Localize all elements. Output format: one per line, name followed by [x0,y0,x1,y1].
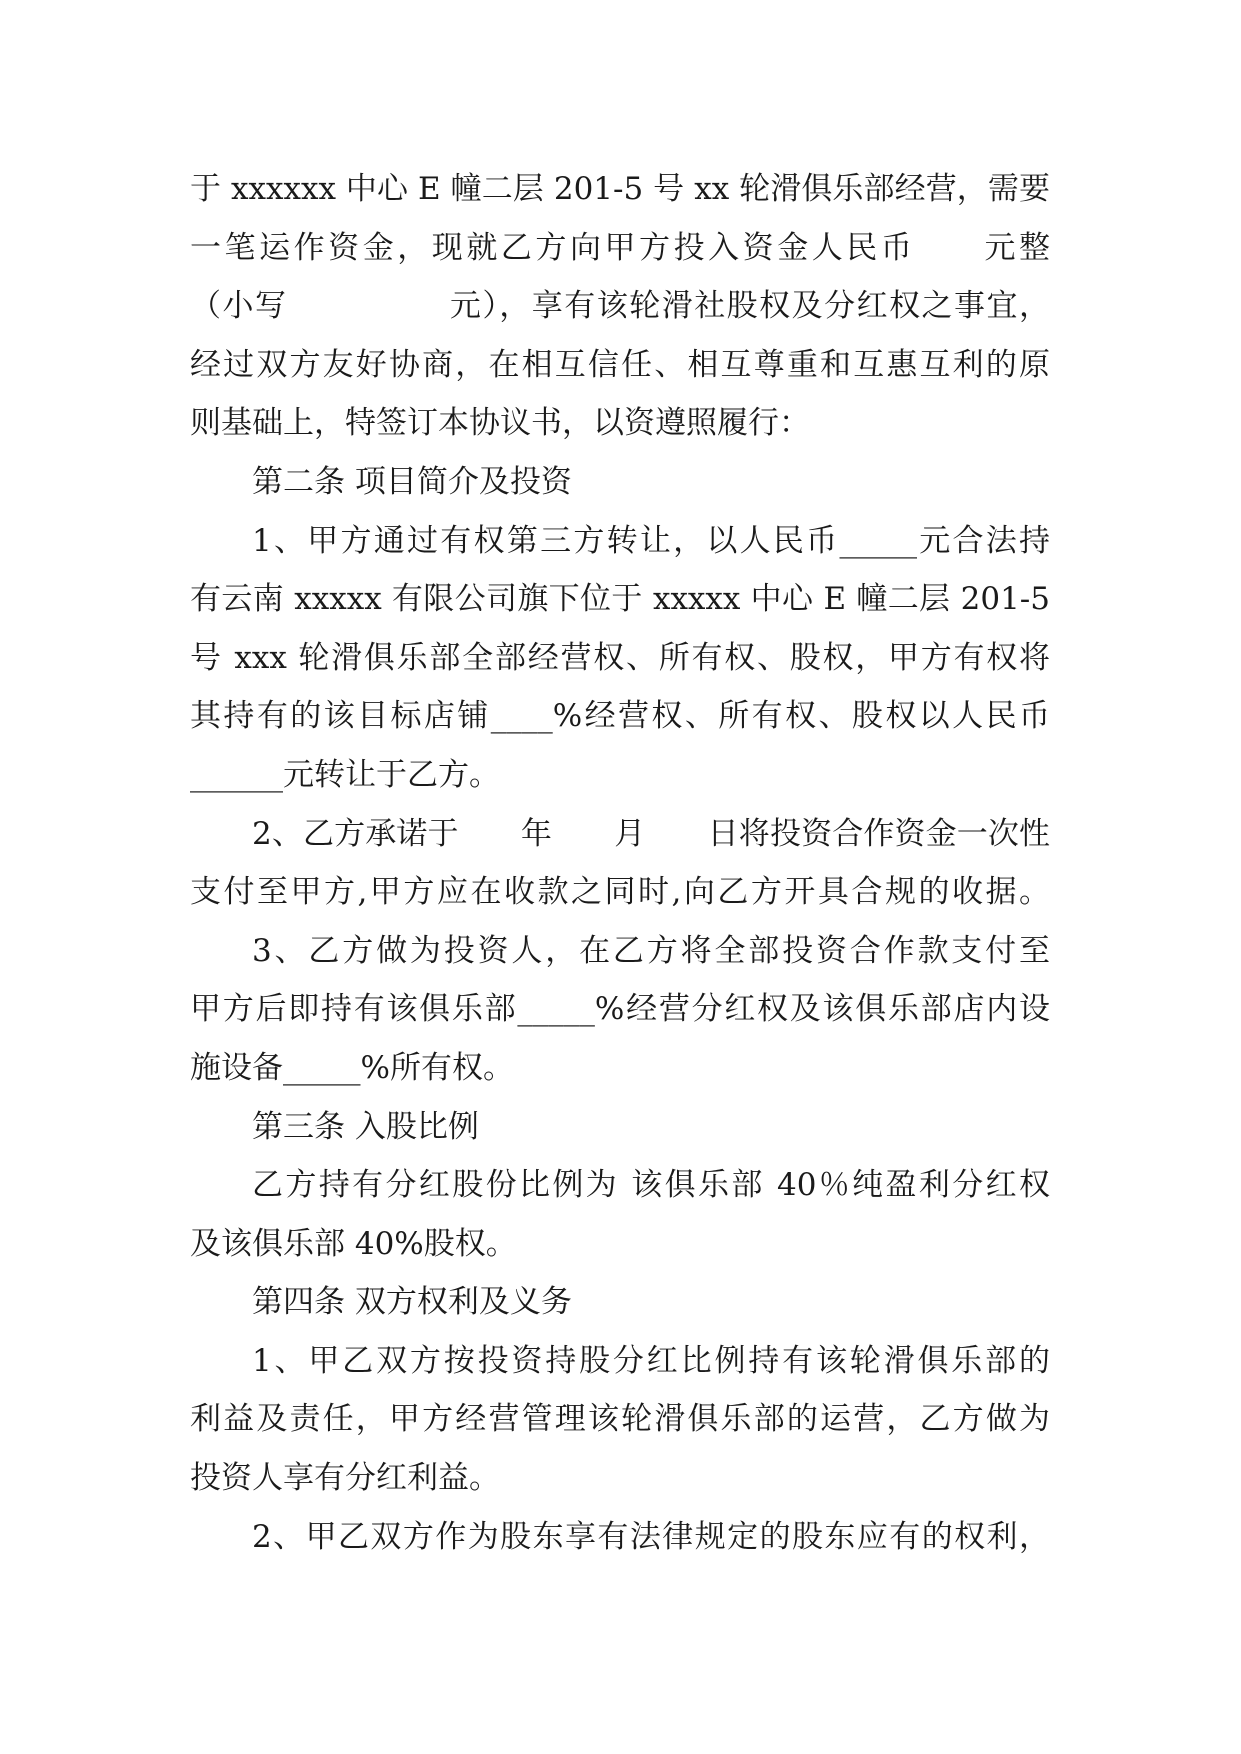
text-line: 3、乙方做为投资人，在乙方将全部投资合作款支付至 [252,932,1050,969]
text-line: 一笔运作资金，现就乙方向甲方投入资金人民币 元整 [190,229,1050,266]
text-line: 则基础上，特签订本协议书，以资遵照履行： [190,405,810,442]
text-line: ______元转让于乙方。 [190,756,500,793]
text-line: 投资人享有分红利益。 [190,1460,500,1497]
section-heading-article-2: 第二条 项目简介及投资 [252,463,572,500]
text-line: 施设备_____%所有权。 [190,1049,514,1086]
text-line: 及该俱乐部 40%股权。 [190,1225,517,1262]
text-line: 利益及责任，甲方经营管理该轮滑俱乐部的运营，乙方做为 [190,1401,1050,1438]
text-line: 经过双方友好协商，在相互信任、相互尊重和互惠互利的原 [190,346,1050,383]
text-line: 1、甲乙双方按投资持股分红比例持有该轮滑俱乐部的 [252,1342,1050,1379]
section-heading-article-3: 第三条 入股比例 [252,1108,479,1145]
text-line: 乙方持有分红股份比例为 该俱乐部 40％纯盈利分红权 [252,1167,1050,1204]
text-line: 于 xxxxxx 中心 E 幢二层 201-5 号 xx 轮滑俱乐部经营，需要 [190,171,1050,207]
text-line: 有云南 xxxxx 有限公司旗下位于 xxxxx 中心 E 幢二层 201-5 [190,581,1050,618]
section-heading-article-4: 第四条 双方权利及义务 [252,1284,572,1321]
text-line: （小写 元），享有该轮滑社股权及分红权之事宜， [190,288,1050,325]
text-line: 支付至甲方,甲方应在收款之同时,向乙方开具合规的收据。 [190,874,1050,911]
text-line: 号 xxx 轮滑俱乐部全部经营权、所有权、股权，甲方有权将 [190,639,1050,676]
text-line: 1、甲方通过有权第三方转让，以人民币_____元合法持 [252,522,1050,559]
document-body [190,160,1050,1566]
text-line: 2、甲乙双方作为股东享有法律规定的股东应有的权利， [252,1518,1050,1555]
text-line: 其持有的该目标店铺____%经营权、所有权、股权以人民币 [190,698,1050,735]
text-line: 2、乙方承诺于 年 月 日将投资合作资金一次性 [252,815,1050,852]
text-line: 甲方后即持有该俱乐部_____%经营分红权及该俱乐部店内设 [190,991,1050,1028]
